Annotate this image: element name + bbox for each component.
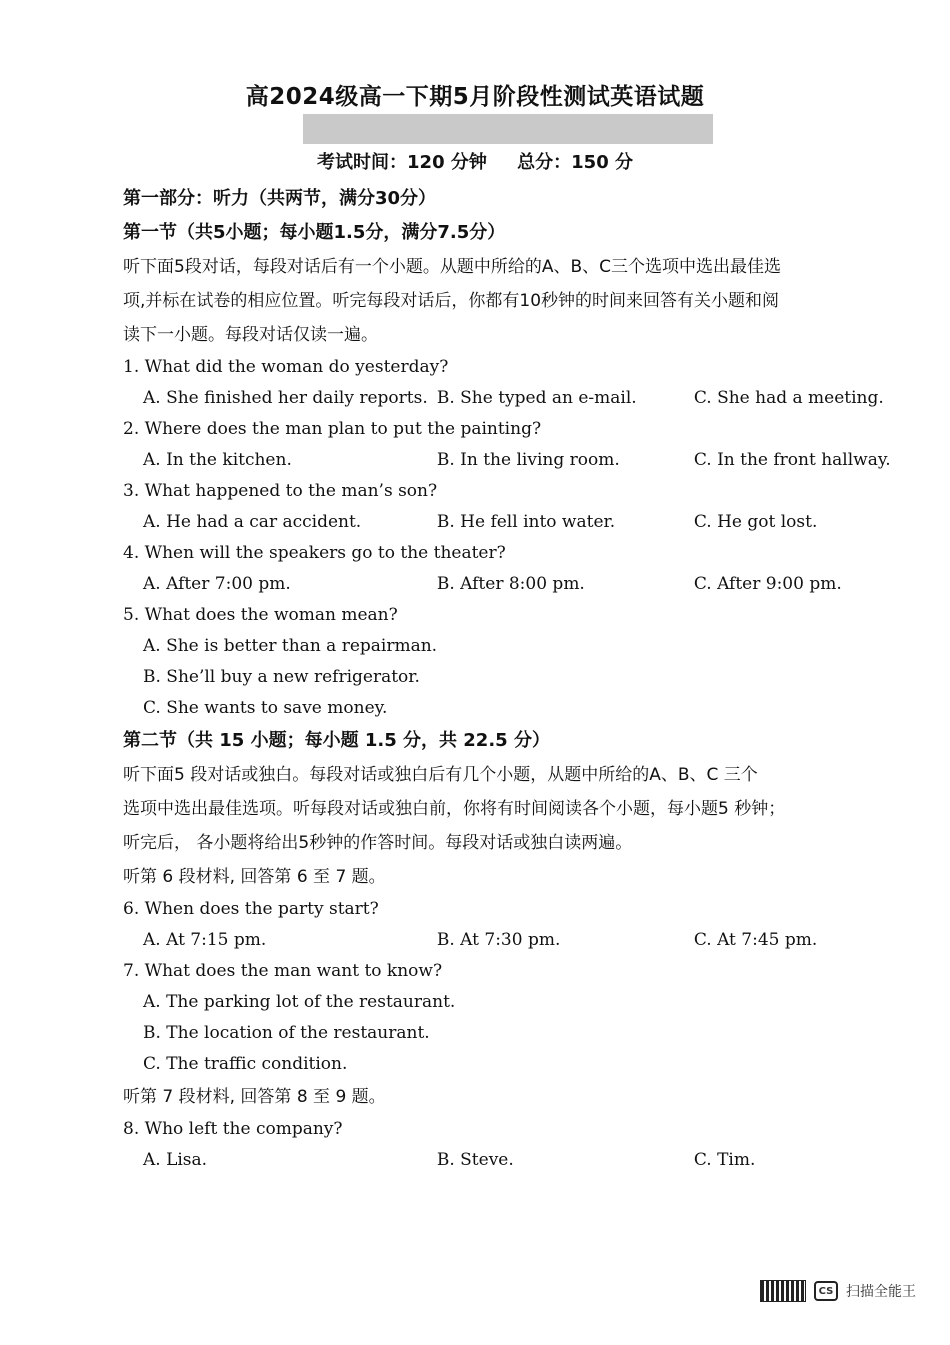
option-a: A. In the kitchen. xyxy=(143,450,292,470)
section1-instr-3: 读下一小题。每段对话仅读一遍。 xyxy=(123,325,378,345)
option-c: C. She wants to save money. xyxy=(143,698,388,718)
scanner-app-name: 扫描全能王 xyxy=(846,1284,916,1300)
scanner-watermark xyxy=(760,1280,916,1302)
option-c: C. The traffic condition. xyxy=(143,1054,348,1074)
question-3-options xyxy=(123,507,913,538)
redacted-area xyxy=(303,114,713,144)
question-4-options xyxy=(123,569,913,600)
option-c: C. In the front hallway. xyxy=(693,450,891,470)
scanner-logo-icon: CS xyxy=(814,1281,838,1301)
question-3: 3. What happened to the man’s son? xyxy=(123,481,438,501)
option-b: B. He fell into water. xyxy=(436,512,616,532)
exam-title: 高2024级高一下期5月阶段性测试英语试题 xyxy=(245,84,705,110)
option-c: C. After 9:00 pm. xyxy=(693,574,842,594)
section2-instr-2: 选项中选出最佳选项。听每段对话或独白前，你将有时间阅读各个小题，每小题5 秒钟； xyxy=(123,799,786,819)
question-1: 1. What did the woman do yesterday? xyxy=(123,357,449,377)
option-a: A. The parking lot of the restaurant. xyxy=(143,992,456,1012)
option-b: B. She’ll buy a new refrigerator. xyxy=(143,667,420,687)
option-b: B. In the living room. xyxy=(436,450,620,470)
section1-instr-2: 项,并标在试卷的相应位置。听完每段对话后，你都有10秒钟的时间来回答有关小题和阅 xyxy=(123,291,780,311)
group-7-instruction: 听第 7 段材料, 回答第 8 至 9 题。 xyxy=(123,1087,386,1107)
section1-instr-1: 听下面5段对话，每段对话后有一个小题。从题中所给的A、B、C三个选项中选出最佳选 xyxy=(123,257,781,277)
option-b: B. Steve. xyxy=(436,1150,514,1170)
option-c: C. She had a meeting. xyxy=(693,388,884,408)
option-c: C. At 7:45 pm. xyxy=(693,930,818,950)
option-a: A. At 7:15 pm. xyxy=(143,930,267,950)
section1-heading: 第一节（共5小题；每小题1.5分，满分7.5分） xyxy=(123,222,506,243)
exam-meta xyxy=(0,148,950,174)
option-b: B. She typed an e-mail. xyxy=(436,388,637,408)
option-a: A. She finished her daily reports. xyxy=(143,388,428,408)
question-2-options xyxy=(123,445,913,476)
option-c: C. He got lost. xyxy=(693,512,818,532)
part1-heading: 第一部分：听力（共两节，满分30分） xyxy=(123,188,437,209)
question-1-options xyxy=(123,383,913,414)
question-6-options xyxy=(123,925,913,956)
question-5: 5. What does the woman mean? xyxy=(123,605,398,625)
section2-heading: 第二节（共 15 小题；每小题 1.5 分，共 22.5 分） xyxy=(123,730,550,751)
option-a: A. He had a car accident. xyxy=(143,512,362,532)
question-7: 7. What does the man want to know? xyxy=(123,961,443,981)
option-a: A. She is better than a repairman. xyxy=(143,636,438,656)
option-b: B. At 7:30 pm. xyxy=(436,930,561,950)
option-b: B. After 8:00 pm. xyxy=(436,574,585,594)
option-a: A. After 7:00 pm. xyxy=(143,574,291,594)
qr-code-icon xyxy=(760,1280,806,1302)
exam-time: 考试时间：120 分钟 xyxy=(317,152,487,173)
question-8-options xyxy=(123,1145,913,1176)
option-b: B. The location of the restaurant. xyxy=(143,1023,430,1043)
exam-content xyxy=(123,182,913,1176)
question-8: 8. Who left the company? xyxy=(123,1119,343,1139)
question-4: 4. When will the speakers go to the theater? xyxy=(123,543,506,563)
option-c: C. Tim. xyxy=(693,1150,756,1170)
group-6-instruction: 听第 6 段材料, 回答第 6 至 7 题。 xyxy=(123,867,386,887)
question-2: 2. Where does the man plan to put the painting? xyxy=(123,419,542,439)
question-6: 6. When does the party start? xyxy=(123,899,379,919)
section2-instr-1: 听下面5 段对话或独白。每段对话或独白后有几个小题，从题中所给的A、B、C 三个 xyxy=(123,765,758,785)
section2-instr-3: 听完后， 各小题将给出5秒钟的作答时间。每段对话或独白读两遍。 xyxy=(123,833,633,853)
option-a: A. Lisa. xyxy=(143,1150,208,1170)
exam-score: 总分：150 分 xyxy=(517,152,633,173)
